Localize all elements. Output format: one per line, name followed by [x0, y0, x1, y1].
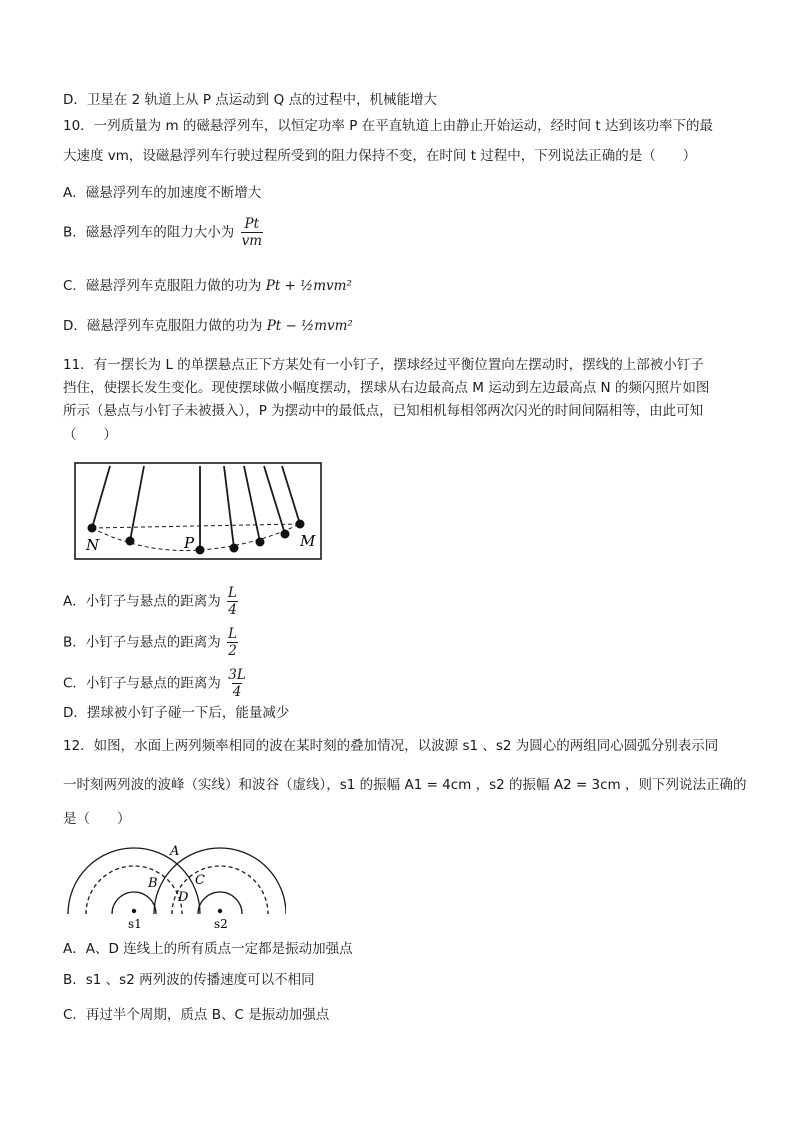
q11-stem-line3: 所示（悬点与小钉子未被摄入），P 为摆动中的最低点，已知相机每相邻两次闪光的时间间隔相等，由此可知	[63, 403, 704, 419]
q12-option-a: A．A、D 连线上的所有质点一定都是振动加强点	[63, 941, 353, 957]
q12-option-b: B．s1 、s2 两列波的传播速度可以不相同	[63, 972, 315, 988]
q10-option-b-numerator: Pt	[244, 216, 260, 232]
q12-stem-line1: 12．如图，水面上两列频率相同的波在某时刻的叠加情况，以波源 s1 、s2 为圆心的两组同心圆弧分别表示同	[63, 738, 719, 754]
q11-option-c-text: C．小钉子与悬点的距离为	[63, 675, 221, 692]
q10-option-d-text: D．磁悬浮列车克服阻力做的功为	[63, 318, 263, 334]
label-s2: s2	[214, 917, 228, 931]
q10-option-b	[63, 216, 265, 249]
q10-option-b-fraction	[241, 216, 263, 249]
q11-stem-line1: 11．有一摆长为 L 的单摆悬点正下方某处有一小钉子，摆球经过平衡位置向左摆动时，摆线的上部被小钉子	[63, 357, 704, 373]
wave-interference-figure	[64, 838, 286, 934]
q11-option-c-denominator: 4	[232, 684, 242, 700]
photo-frame	[75, 463, 321, 559]
q11-option-b-text: B．小钉子与悬点的距离为	[63, 634, 221, 651]
q11-stem-line4: （ ）	[63, 427, 117, 443]
pendulum-balls	[88, 520, 305, 555]
pendulum-strings	[92, 466, 300, 550]
q9-option-d: D．卫星在 2 轨道上从 P 点运动到 Q 点的过程中，机械能增大	[63, 92, 437, 108]
q10-option-d	[63, 316, 353, 336]
q11-option-a-numerator: L	[228, 585, 238, 601]
q10-option-c-text: C．磁悬浮列车克服阻力做的功为	[63, 278, 262, 294]
q11-option-d: D．摆球被小钉子碰一下后，能量减少	[63, 705, 290, 721]
q11-option-a-denominator: 4	[228, 602, 237, 618]
q10-option-b-denominator: vm	[241, 233, 262, 249]
label-a: A	[170, 844, 180, 859]
q11-option-b-denominator: 2	[228, 643, 237, 659]
q11-option-b-numerator: L	[228, 626, 238, 642]
swing-path	[92, 524, 300, 551]
q10-stem-line2: 大速度 vm，设磁悬浮列车行驶过程所受到的阻力保持不变，在时间 t 过程中，下列说法正确的是（ ）	[63, 148, 697, 164]
q11-option-b	[63, 626, 240, 659]
q11-option-a-text: A．小钉子与悬点的距离为	[63, 593, 221, 610]
q10-option-c-expression: Pt + ½mvm²	[265, 278, 352, 294]
label-n: N	[86, 536, 100, 554]
q12-stem-line3: 是（ ）	[63, 811, 131, 827]
q10-option-c	[63, 276, 352, 296]
horizontal-dashed-line	[92, 524, 300, 528]
q10-option-a: A．磁悬浮列车的加速度不断增大	[63, 185, 262, 201]
q12-stem-line2: 一时刻两列波的波峰（实线）和波谷（虚线），s1 的振幅 A1 = 4cm ，s2 的振幅 A2 = 3cm ，则下列说法正确的	[63, 777, 747, 793]
q11-option-c-numerator: 3L	[228, 667, 246, 683]
label-m: M	[300, 532, 316, 550]
q10-option-d-expression: Pt − ½mvm²	[266, 318, 353, 334]
label-p: P	[184, 534, 195, 552]
q10-option-b-text: B．磁悬浮列车的阻力大小为	[63, 224, 235, 241]
q11-stem-line2: 挡住，使摆长发生变化。现使摆球做小幅度摆动，摆球从右边最高点 M 运动到左边最高点 N 的频闪照片如图	[63, 380, 710, 396]
q12-option-c: C．再过半个周期，质点 B、C 是振动加强点	[63, 1007, 330, 1023]
label-d: D	[178, 890, 189, 905]
source-points	[132, 909, 222, 913]
q11-option-c	[63, 667, 249, 700]
label-s1: s1	[128, 917, 142, 931]
pendulum-strobe-figure	[74, 462, 326, 562]
q11-option-c-fraction	[227, 667, 247, 700]
q11-option-a	[63, 585, 240, 618]
label-c: C	[195, 873, 205, 888]
q11-option-b-fraction	[227, 626, 238, 659]
q10-stem-line1: 10．一列质量为 m 的磁悬浮列车，以恒定功率 P 在平直轨道上由静止开始运动，经时间 t 达到该功率下的最	[63, 118, 714, 134]
q11-option-a-fraction	[227, 585, 238, 618]
label-b: B	[148, 876, 158, 891]
